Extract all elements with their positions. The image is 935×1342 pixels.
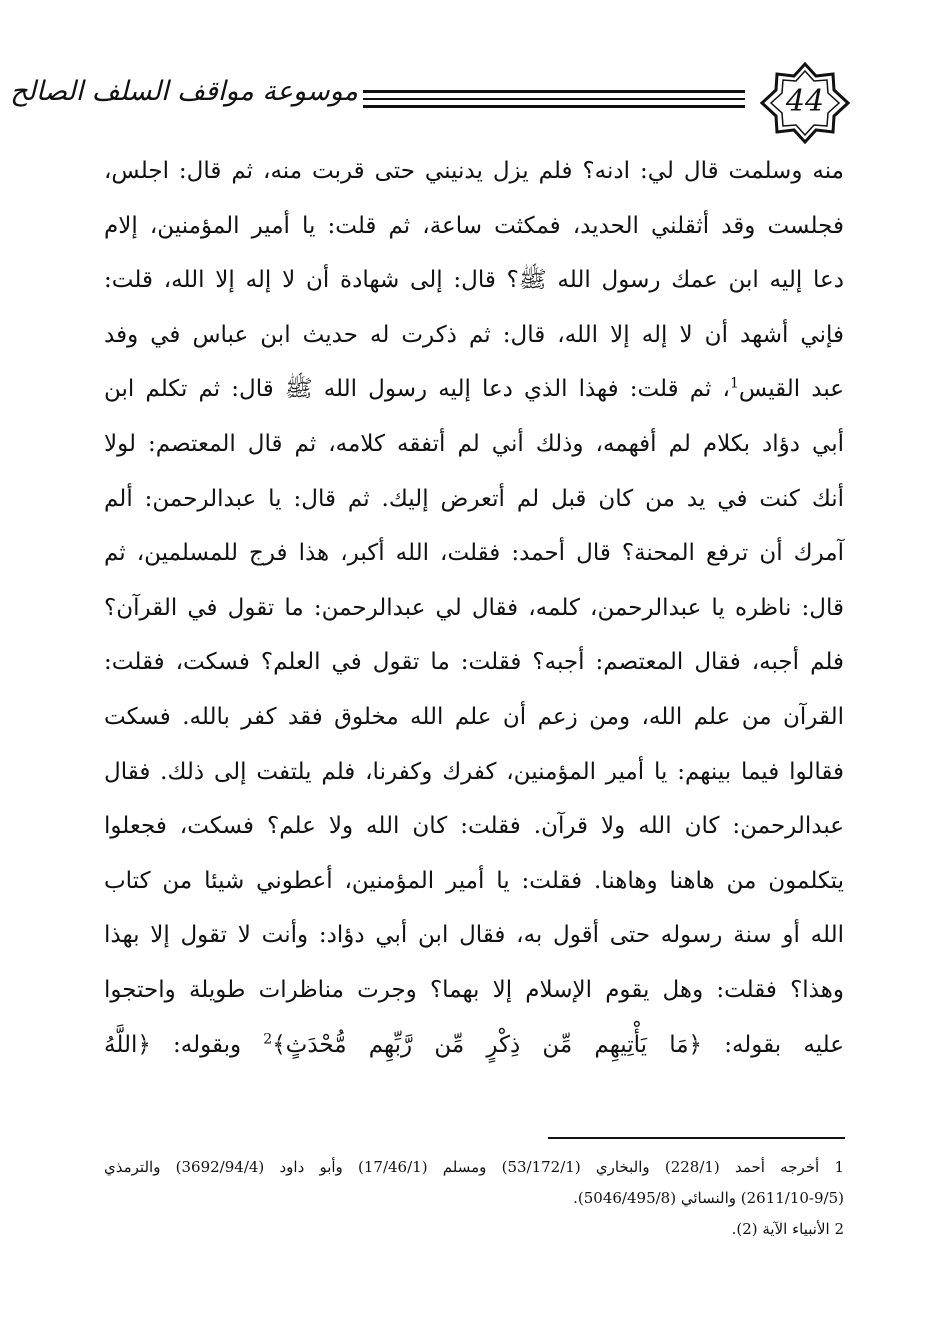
footnote-ref: 2 — [263, 1030, 273, 1047]
text-line: القرآن من علم الله، ومن زعم أن علم الله مخلوق فقد كفر بالله. فسكت — [104, 703, 844, 730]
footnotes — [104, 1152, 844, 1245]
text-line: أبي دؤاد بكلام لم أفهمه، وذلك أني لم أتفقه كلامه، ثم قال المعتصم: لولا — [104, 430, 844, 457]
text-line: عليه بقوله: ﴿مَا يَأْتِيهِم مِّن ذِكْرٍ مِّن رَّبِّهِم مُّحْدَثٍ﴾$^2$ وبقوله: ﴿اللَّهُ — [104, 1030, 844, 1058]
text-line: يتكلمون من هاهنا وهاهنا. فقلت: يا أمير المؤمنين، أعطوني شيئا من كتاب — [104, 867, 844, 894]
header-rule — [363, 98, 745, 100]
footnote-text: الأنبياء الآية (2). — [731, 1220, 830, 1238]
text-line: وهذا؟ فقلت: وهل يقوم الإسلام إلا بهما؟ وجرت مناظرات طويلة واحتجوا — [104, 976, 844, 1003]
text-line: دعا إليه ابن عمك رسول الله ﷺ؟ قال: إلى شهادة أن لا إله إلا الله، قلت: — [104, 267, 844, 294]
page-number-badge — [760, 62, 850, 144]
footnote-separator — [548, 1137, 845, 1139]
footnote-text: أخرجه أحمد (228/1) والبخاري (53/172/1) ومسلم (17/46/1) وأبو داود (3692/94/4) والترمذي — [104, 1158, 820, 1176]
footnote-number: 1 — [834, 1158, 844, 1176]
text-line: فإني أشهد أن لا إله إلا الله، قال: ثم ذكرت له حديث ابن عباس في وفد — [104, 321, 844, 348]
header-rule — [363, 90, 745, 93]
footnote-item — [104, 1152, 844, 1183]
book-title: موسوعة مواقف السلف الصالح — [10, 76, 358, 107]
page-header — [10, 62, 850, 142]
page-number: 44 — [785, 84, 825, 119]
footnote-item — [104, 1214, 844, 1245]
main-text — [104, 144, 844, 1072]
text-line: الله أو سنة رسوله حتى أقول به، فقال ابن أبي دؤاد: وأنت لا تقول إلا بهذا — [104, 922, 844, 949]
footnote-item — [104, 1183, 844, 1214]
text-line: عبد القيس$^1$، ثم قلت: فهذا الذي دعا إليه رسول الله ﷺ قال: ثم تكلم ابن — [104, 375, 845, 403]
text-line: فلم أجبه، فقال المعتصم: أجبه؟ فقلت: ما تقول في العلم؟ فسكت، فقلت: — [104, 649, 844, 676]
text-line: آمرك أن ترفع المحنة؟ قال أحمد: فقلت، الله أكبر، هذا فرج للمسلمين، ثم — [104, 540, 844, 567]
footnote-ref: 1 — [729, 375, 739, 392]
text-line: أنك كنت في يد من كان قبل لم أتعرض إليك. ثم قال: يا عبدالرحمن: ألم — [104, 485, 844, 512]
text-line: عبدالرحمن: كان الله ولا قرآن. فقلت: كان الله ولا علم؟ فسكت، فجعلوا — [104, 813, 844, 840]
text-line: فجلست وقد أثقلني الحديد، فمكثت ساعة، ثم قلت: يا أمير المؤمنين، إلام — [104, 212, 844, 239]
footnote-number: 2 — [834, 1220, 844, 1238]
footnote-text: (2611/10-9/5) والنسائي (5046/495/8). — [573, 1189, 844, 1207]
text-line: منه وسلمت قال لي: ادنه؟ فلم يزل يدنيني حتى قربت منه، ثم قال: اجلس، — [104, 158, 844, 184]
text-line: فقالوا فيما بينهم: يا أمير المؤمنين، كفرك وكفرنا، فلم يلتفت إلى ذلك. فقال — [104, 758, 844, 785]
text-line: قال: ناظره يا عبدالرحمن، كلمه، فقال لي عبدالرحمن: ما تقول في القرآن؟ — [104, 594, 844, 621]
header-rule — [363, 105, 745, 108]
